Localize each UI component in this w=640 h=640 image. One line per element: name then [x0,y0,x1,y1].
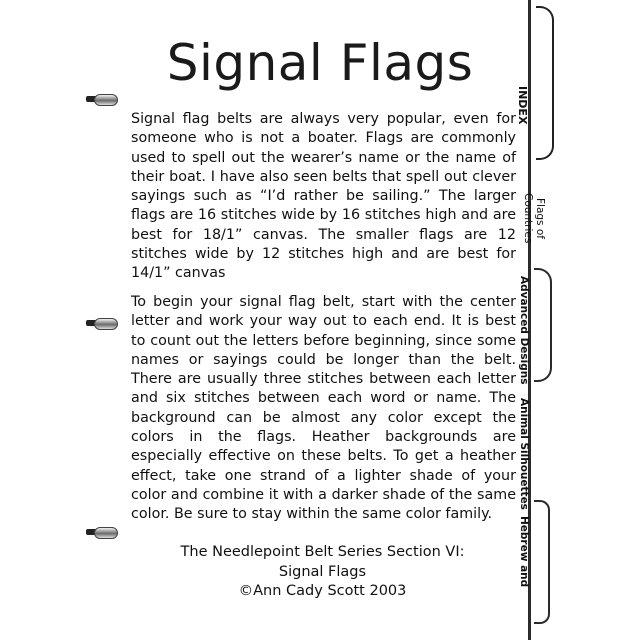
binder-hole-bottom [94,525,120,539]
footer-section-line: Signal Flags [278,563,367,580]
tab-hebrew-label: Hebrew and [518,516,530,588]
footer-copyright-line: ©Ann Cady Scott 2003 [238,583,407,599]
binder-hole-middle [94,316,120,330]
tab-advanced-designs[interactable] [534,268,552,382]
tab-advanced-designs-label: Advanced Designs [518,276,530,385]
page-footer [130,543,515,602]
paragraph-intro: Signal flag belts are always very popular, even for someone who is not a boater. Flags are commonly used to spell out the wearer’s name or the name of their boat. I have also seen belts that spell out clever sayings such as “I’d rather be sailing.” The larger flags are 16 stitches wide by 16 stitches high and are best for 18/1” canvas. The smaller flags are 12 stitches wide by 12 stitches high and are best for 14/1” canvas [131,111,516,282]
binder-hole-top [94,92,120,106]
tab-animal-silhouettes-label[interactable]: Animal Silhouettes [518,398,530,510]
page-title: Signal Flags [166,34,474,92]
tab-index-label: INDEX [516,86,529,125]
paragraph-instructions: To begin your signal flag belt, start with the center letter and work your way out to each end. It is best to count out the letters before beginning, since some names or sayings could be longer than the belt. There are usually three stitches between each letter and six stitches between each word or name. The background can be almost any color except the colors in the flags. Heather backgrounds are especially effective on these belts. To get a heather effect, take one strand of a lighter shade of your color and combine it with a darker shade of the same color. Be sure to stay within the same color family. [131,294,516,523]
footer-series-line: The Needlepoint Belt Series Section VI: [180,544,465,560]
tab-hebrew[interactable] [534,500,550,624]
tab-flags-of-countries-label[interactable]: Flags of Countries [522,192,546,244]
section-tabs [508,0,640,640]
tab-index[interactable] [536,6,554,160]
